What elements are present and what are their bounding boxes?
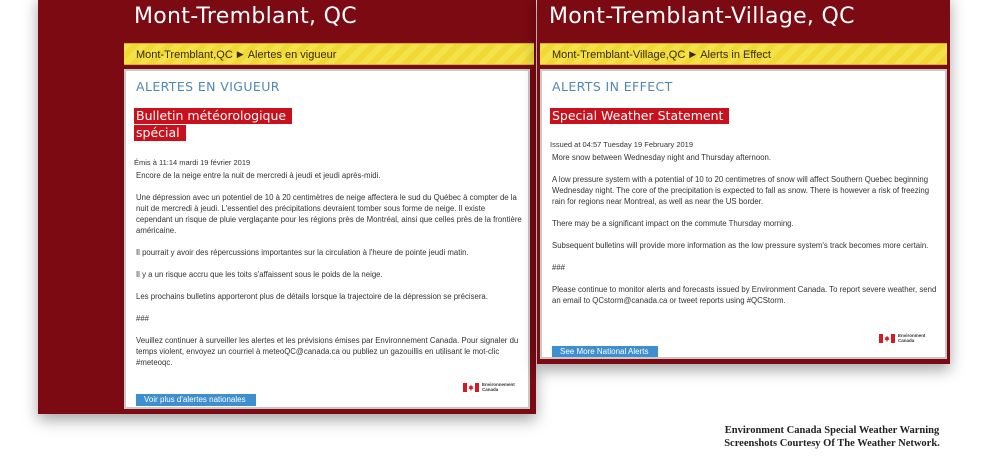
bulletin-paragraph: Please continue to monitor alerts and forecasts issued by Environment Canada. To report severe weather, send an email to QCstorm@canada.ca or tweet reports using #QCStorm. [552,285,937,305]
bulletin-title [550,107,729,124]
bulletin-paragraph: A low pressure system with a potential of 10 to 20 centimetres of snow will affect Southern Quebec beginning Wednesday night. The core of the precipitation is expected to fall as snow. There is however a risk of freezing rain for regions near Montreal, as well as near the US border. [552,175,930,206]
more-national-alerts-button[interactable]: See More National Alerts [552,346,658,358]
bulletin-title-line: Special Weather Statement [550,108,729,124]
canada-flag-icon [879,334,895,343]
bulletin-paragraph: Subsequent bulletins will provide more information as the low pressure system's track becomes more certain. [552,241,929,250]
breadcrumb-current-page: Alertes en vigueur [247,49,337,61]
image-credit [712,424,952,450]
bulletin-paragraph: More snow between Wednesday night and Thursday afternoon. [552,153,772,162]
breadcrumb-location-link[interactable]: Mont-Tremblant-Village,QC [552,49,686,61]
breadcrumb-current-page: Alerts in Effect [700,49,771,61]
city-title: Mont-Tremblant-Village, QC [549,4,855,29]
bulletin-paragraph: Encore de la neige entre la nuit de mercredi à jeudi et jeudi après-midi. [136,171,381,180]
breadcrumb [540,43,947,65]
environment-canada-logo [463,382,515,392]
city-title: Mont-Tremblant, QC [134,4,357,29]
logo-wordmark [482,382,515,392]
logo-line: Canada [482,387,499,392]
section-heading: ALERTES EN VIGUEUR [136,79,280,94]
environment-canada-logo [879,333,926,343]
triangle-right-icon: ▶ [236,49,244,59]
alert-content-box [124,69,530,409]
bulletin-paragraph: There may be a significant impact on the commute Thursday morning. [552,219,794,228]
bulletin-paragraph: Veuillez continuer à surveiller les alertes et les prévisions émises par Environnement Canada. Pour signaler du temps violent, envoyez un courriel à meteoQC@canada.ca ou publiez un gazouillis en utilisant le mot-clic #meteoqc. [136,336,519,367]
bulletin-body [136,170,522,379]
bulletin-title-line: spécial [134,125,186,141]
credit-line: Screenshots Courtesy Of The Weather Network. [724,438,940,449]
issued-timestamp: Issued at 04:57 Tuesday 19 February 2019 [550,140,694,149]
alert-content-box [540,69,947,359]
bulletin-paragraph: Il pourrait y avoir des répercussions importantes sur la circulation à l'heure de pointe jeudi matin. [136,248,469,257]
credit-line: Environment Canada Special Weather Warning [724,425,940,436]
canada-flag-icon [463,383,479,392]
bulletin-title [134,107,294,141]
logo-line: Environnement [482,382,515,387]
bulletin-paragraph: Une dépression avec un potentiel de 10 à 20 centimètres de neige affectera le sud du Québec à compter de la nuit de mercredi à jeudi. L'essentiel des précipitations devraient tomber sous forme de neige. Il existe cependant un risque de pluie verglaçante pour les régions près de Montréal, ainsi que celles près de la frontière américaine. [136,193,522,235]
logo-line: Canada [898,338,915,343]
french-alert-panel [38,0,536,414]
breadcrumb [124,43,534,65]
bulletin-paragraph: Les prochains bulletins apporteront plus de détails lorsque la trajectoire de la dépression se précisera. [136,292,488,301]
bulletin-title-line: Bulletin météorologique [134,108,292,124]
issued-timestamp: Émis à 11:14 mardi 19 février 2019 [134,158,251,167]
bulletin-paragraph: Il y a un risque accru que les toits s'affaissent sous le poids de la neige. [136,270,383,279]
bulletin-paragraph: ### [136,314,150,323]
triangle-right-icon: ▶ [689,49,697,59]
bulletin-paragraph: ### [552,263,566,272]
logo-wordmark [898,333,926,343]
english-alert-panel [537,0,950,364]
logo-line: Environment [898,333,926,338]
bulletin-body [552,152,942,317]
breadcrumb-location-link[interactable]: Mont-Tremblant,QC [136,49,233,61]
section-heading: ALERTS IN EFFECT [552,79,673,94]
more-national-alerts-button[interactable]: Voir plus d'alertes nationales [136,394,256,406]
